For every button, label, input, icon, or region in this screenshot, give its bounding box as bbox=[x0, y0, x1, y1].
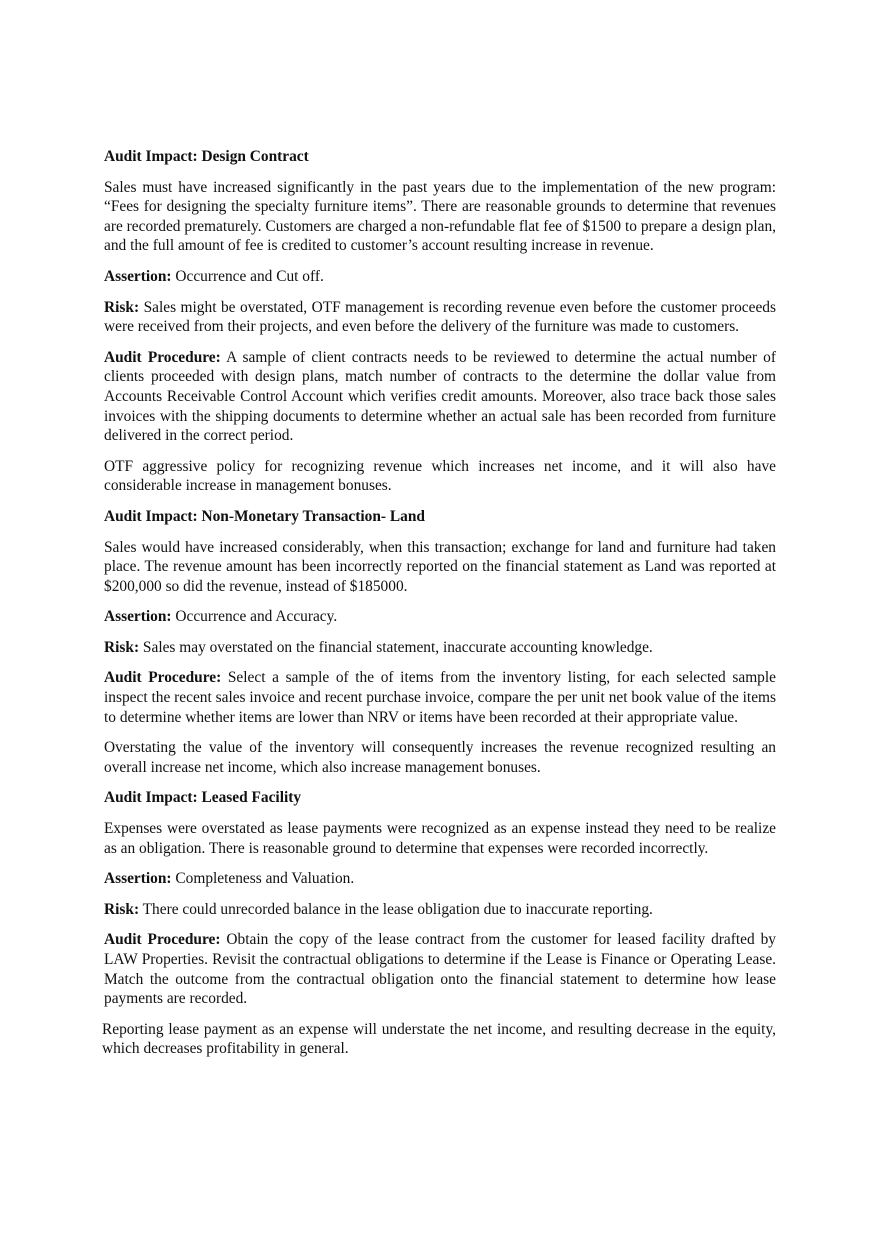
assertion-paragraph bbox=[104, 869, 776, 889]
procedure-paragraph bbox=[104, 668, 776, 727]
risk-text: Sales may overstated on the financial statement, inaccurate accounting knowledge. bbox=[139, 638, 653, 656]
section-conclusion: OTF aggressive policy for recognizing revenue which increases net income, and it will also have considerable increase in management bonuses. bbox=[104, 457, 776, 495]
risk-label: Risk: bbox=[104, 638, 140, 656]
risk-text: There could unrecorded balance in the lease obligation due to inaccurate reporting. bbox=[139, 900, 653, 918]
risk-label: Risk: bbox=[104, 298, 140, 316]
procedure-paragraph bbox=[104, 930, 776, 1008]
risk-paragraph bbox=[104, 900, 776, 920]
section-conclusion: Reporting lease payment as an expense will understate the net income, and resulting decrease in the equity, which decreases profitability in general. bbox=[102, 1020, 776, 1058]
assertion-label: Assertion: bbox=[104, 870, 172, 888]
section-intro: Sales must have increased significantly in the past years due to the implementation of the new program: “Fees for designing the specialty furniture items”. There are reasonable grounds to determine that revenues are recorded prematurely. Customers are charged a non-refundable flat fee of $1500 to prepare a design plan, and the full amount of fee is credited to customer’s account resulting increase in revenue. bbox=[104, 178, 776, 255]
assertion-text: Occurrence and Cut off. bbox=[171, 267, 324, 285]
procedure-text: Obtain the copy of the lease contract from the customer for leased facility drafted by LAW Properties. Revisit the contractual obligations to determine if the Lease is Finance or Operating Lease. Match the outcome from the contractual obligation onto the financial statement to determine how lease payments are recorded. bbox=[104, 931, 776, 1008]
procedure-text: Select a sample of the of items from the inventory listing, for each selected sample inspect the recent sales invoice and recent purchase invoice, compare the per unit net book value of the items to determine whether items are lower than NRV or items have been recorded at their appropriate value. bbox=[104, 669, 776, 726]
risk-paragraph bbox=[104, 638, 776, 658]
procedure-paragraph bbox=[104, 348, 776, 446]
procedure-label: Audit Procedure: bbox=[104, 348, 221, 366]
risk-text: Sales might be overstated, OTF management is recording revenue even before the customer proceeds were received from their projects, and even before the delivery of the furniture was made to customers. bbox=[104, 298, 776, 336]
section-intro: Expenses were overstated as lease payments were recognized as an expense instead they need to be realize as an obligation. There is reasonable ground to determine that expenses were recorded incorrectly. bbox=[104, 820, 776, 857]
assertion-label: Assertion: bbox=[104, 608, 172, 626]
procedure-label: Audit Procedure: bbox=[104, 931, 221, 949]
section-conclusion: Overstating the value of the inventory will consequently increases the revenue recognized resulting an overall increase net income, which also increase management bonuses. bbox=[104, 739, 776, 776]
document-page bbox=[104, 147, 776, 1070]
procedure-label: Audit Procedure: bbox=[104, 669, 222, 687]
procedure-text: A sample of client contracts needs to be reviewed to determine the actual number of clients proceeded with design plans, match number of contracts to the determine the dollar value from Accounts Receivable Control Account which verifies credit amounts. Moreover, also trace back those sales invoices with the shipping documents to determine whether an actual sale has been recorded from furniture delivered in the correct period. bbox=[104, 348, 776, 445]
section-heading-design-contract: Audit Impact: Design Contract bbox=[104, 148, 309, 165]
assertion-label: Assertion: bbox=[104, 267, 172, 285]
assertion-paragraph bbox=[104, 267, 776, 287]
section-heading-leased-facility: Audit Impact: Leased Facility bbox=[104, 789, 302, 807]
section-intro: Sales would have increased considerably, when this transaction; exchange for land and furniture had taken place. The revenue amount has been incorrectly reported on the financial statement as Land was reported at $200,000 so did the revenue, instead of $185000. bbox=[104, 538, 776, 595]
assertion-text: Completeness and Valuation. bbox=[171, 870, 355, 888]
section-heading-non-monetary-transaction: Audit Impact: Non-Monetary Transaction- Land bbox=[104, 507, 425, 525]
risk-label: Risk: bbox=[104, 900, 140, 918]
assertion-paragraph bbox=[104, 607, 776, 627]
assertion-text: Occurrence and Accuracy. bbox=[171, 608, 338, 626]
risk-paragraph bbox=[104, 298, 776, 337]
